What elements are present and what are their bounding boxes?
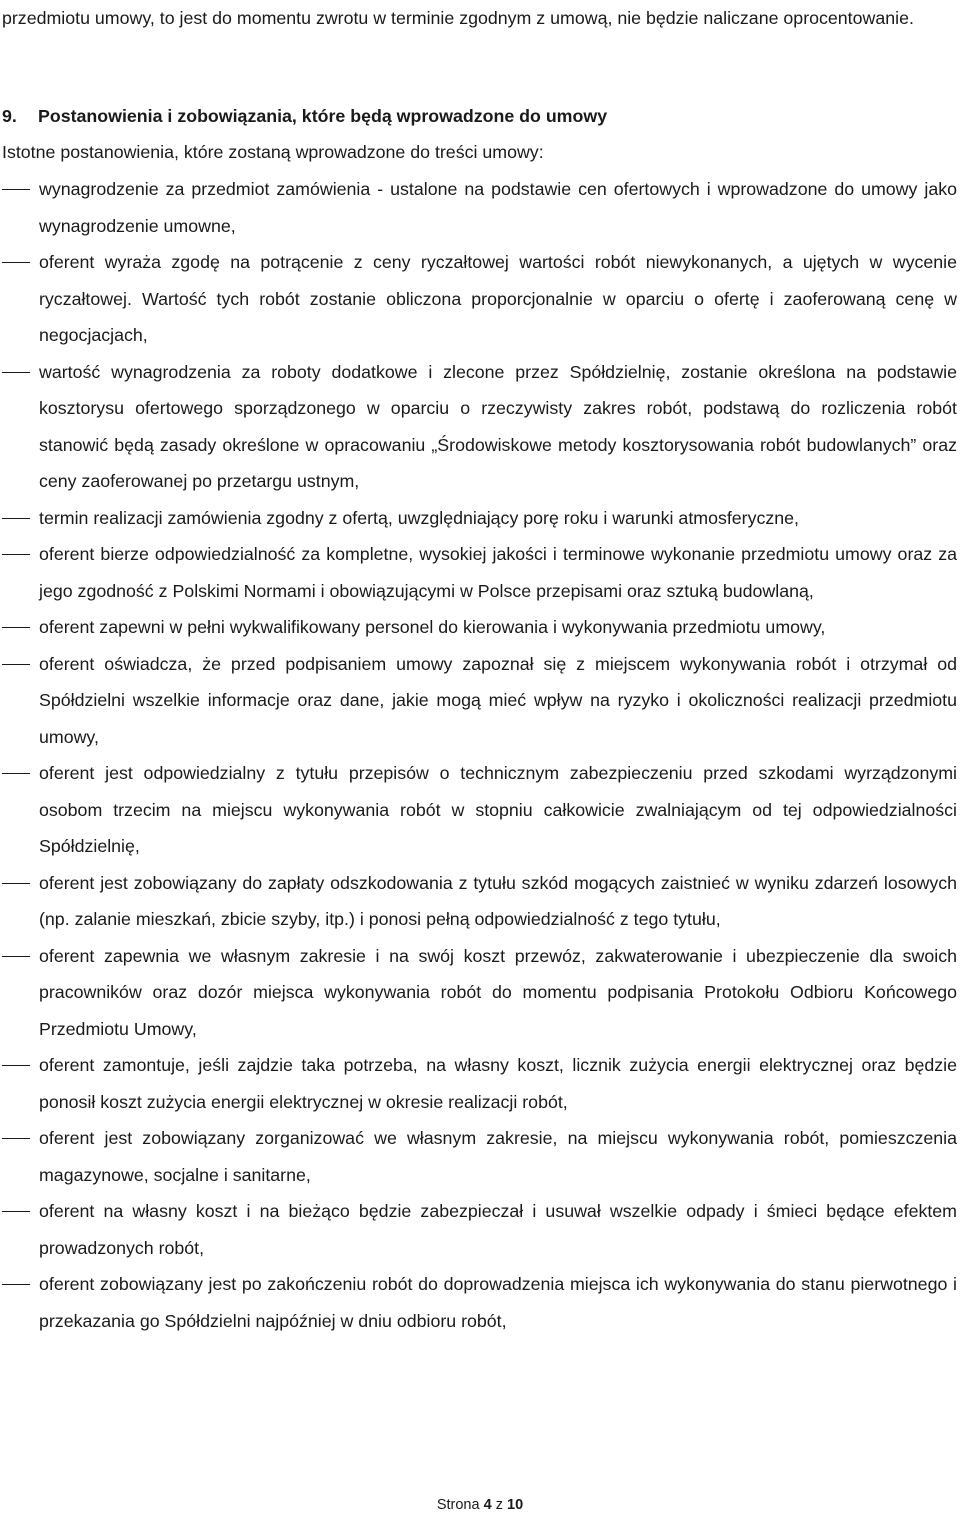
list-item — [0, 500, 957, 537]
list-item — [0, 938, 957, 1048]
list-item — [0, 1266, 957, 1339]
list-item — [0, 1047, 957, 1120]
list-item-text: oferent jest zobowiązany do zapłaty odszkodowania z tytułu szkód mogących zaistnieć w wyniku zdarzeń losowych (np. zalanie mieszkań, zbicie szyby, itp.) i ponosi pełną odpowiedzialność z tego tytułu, — [39, 872, 957, 929]
list-item — [0, 354, 957, 500]
list-item — [0, 1193, 957, 1266]
page-label: Strona — [436, 1497, 480, 1513]
page-footer — [0, 1497, 960, 1513]
list-item-text: oferent oświadcza, że przed podpisaniem umowy zapoznał się z miejscem wykonywania robót i otrzymał od Spółdzielni wszelkie informacje oraz dane, jakie mogą mieć wpływ na ryzyko i okoliczności realizacji przedmiotu umowy, — [39, 653, 957, 747]
list-item — [0, 536, 957, 609]
section-number: 9. — [2, 106, 17, 126]
top-paragraph: przedmiotu umowy, to jest do momentu zwrotu w terminie zgodnym z umową, nie będzie naliczane oprocentowanie. — [2, 8, 914, 28]
intro-text: Istotne postanowienia, które zostaną wprowadzone do treści umowy: — [2, 142, 544, 162]
list-item — [0, 646, 957, 756]
total-pages-number: 10 — [507, 1497, 524, 1513]
list-item — [0, 171, 957, 244]
list-item-text: oferent zapewni w pełni wykwalifikowany personel do kierowania i wykonywania przedmiotu umowy, — [39, 617, 826, 637]
provisions-list — [0, 171, 960, 1339]
list-item-text: oferent jest odpowiedzialny z tytułu przepisów o technicznym zabezpieczeniu przed szkodami wyrządzonymi osobom trzecim na miejscu wykonywania robót w stopniu całkowicie zwalniającym od tej odpowiedzialności Spółdzielnię, — [39, 763, 957, 856]
section-title: Postanowienia i zobowiązania, które będą wprowadzone do umowy — [38, 106, 608, 126]
list-item — [0, 244, 957, 354]
list-item-text: oferent na własny koszt i na bieżąco będzie zabezpieczał i usuwał wszelkie odpady i śmieci będące efektem prowadzonych robót, — [39, 1201, 957, 1258]
list-item — [0, 1120, 957, 1193]
list-item-text: oferent bierze odpowiedzialność za kompletne, wysokiej jakości i terminowe wykonanie przedmiotu umowy oraz za jego zgodność z Polskimi Normami i obowiązującymi w Polsce przepisami oraz sztuką budowlaną, — [39, 544, 957, 601]
list-item — [0, 755, 957, 865]
list-item-text: oferent zamontuje, jeśli zajdzie taka potrzeba, na własny koszt, licznik zużycia energii elektrycznej oraz będzie ponosił koszt zużycia energii elektrycznej w okresie realizacji robót, — [39, 1055, 957, 1112]
list-item-text: wartość wynagrodzenia za roboty dodatkowe i zlecone przez Spółdzielnię, zostanie określona na podstawie kosztorysu ofertowego sporządzonego w oparciu o rzeczywisty zakres robót, podstawą do rozliczenia robót stanowić będą zasady określone w opracowaniu „Środowiskowe metody kosztorysowania robót budowlanych” oraz ceny zaoferowanej po przetargu ustnym, — [39, 361, 957, 491]
list-item-text: oferent wyraża zgodę na potrącenie z ceny ryczałtowej wartości robót niewykonanych, a ujętych w wycenie ryczałtowej. Wartość tych robót zostanie obliczona proporcjonalnie w oparciu o ofertę i zaoferowaną cenę w negocjacjach, — [39, 252, 957, 345]
section-heading — [2, 98, 607, 135]
current-page-number: 4 — [483, 1497, 492, 1513]
list-item-text: oferent zapewnia we własnym zakresie i na swój koszt przewóz, zakwaterowanie i ubezpieczenie dla swoich pracowników oraz dozór miejsca wykonywania robót do momentu podpisania Protokołu Odbioru Końcowego Przedmiotu Umowy, — [39, 945, 957, 1039]
list-item — [0, 609, 957, 646]
list-item-text: wynagrodzenie za przedmiot zamówienia - ustalone na podstawie cen ofertowych i wprowadzone do umowy jako wynagrodzenie umowne, — [39, 179, 957, 236]
list-item-text: termin realizacji zamówienia zgodny z ofertą, uwzględniający porę roku i warunki atmosferyczne, — [39, 507, 799, 528]
page-separator: z — [495, 1497, 503, 1513]
list-item-text: oferent jest zobowiązany zorganizować we własnym zakresie, na miejscu wykonywania robót, pomieszczenia magazynowe, socjalne i sanitarne, — [39, 1128, 957, 1185]
list-item — [0, 865, 957, 938]
list-item-text: oferent zobowiązany jest po zakończeniu robót do doprowadzenia miejsca ich wykonywania do stanu pierwotnego i przekazania go Spółdzielni najpóźniej w dniu odbioru robót, — [39, 1274, 957, 1331]
